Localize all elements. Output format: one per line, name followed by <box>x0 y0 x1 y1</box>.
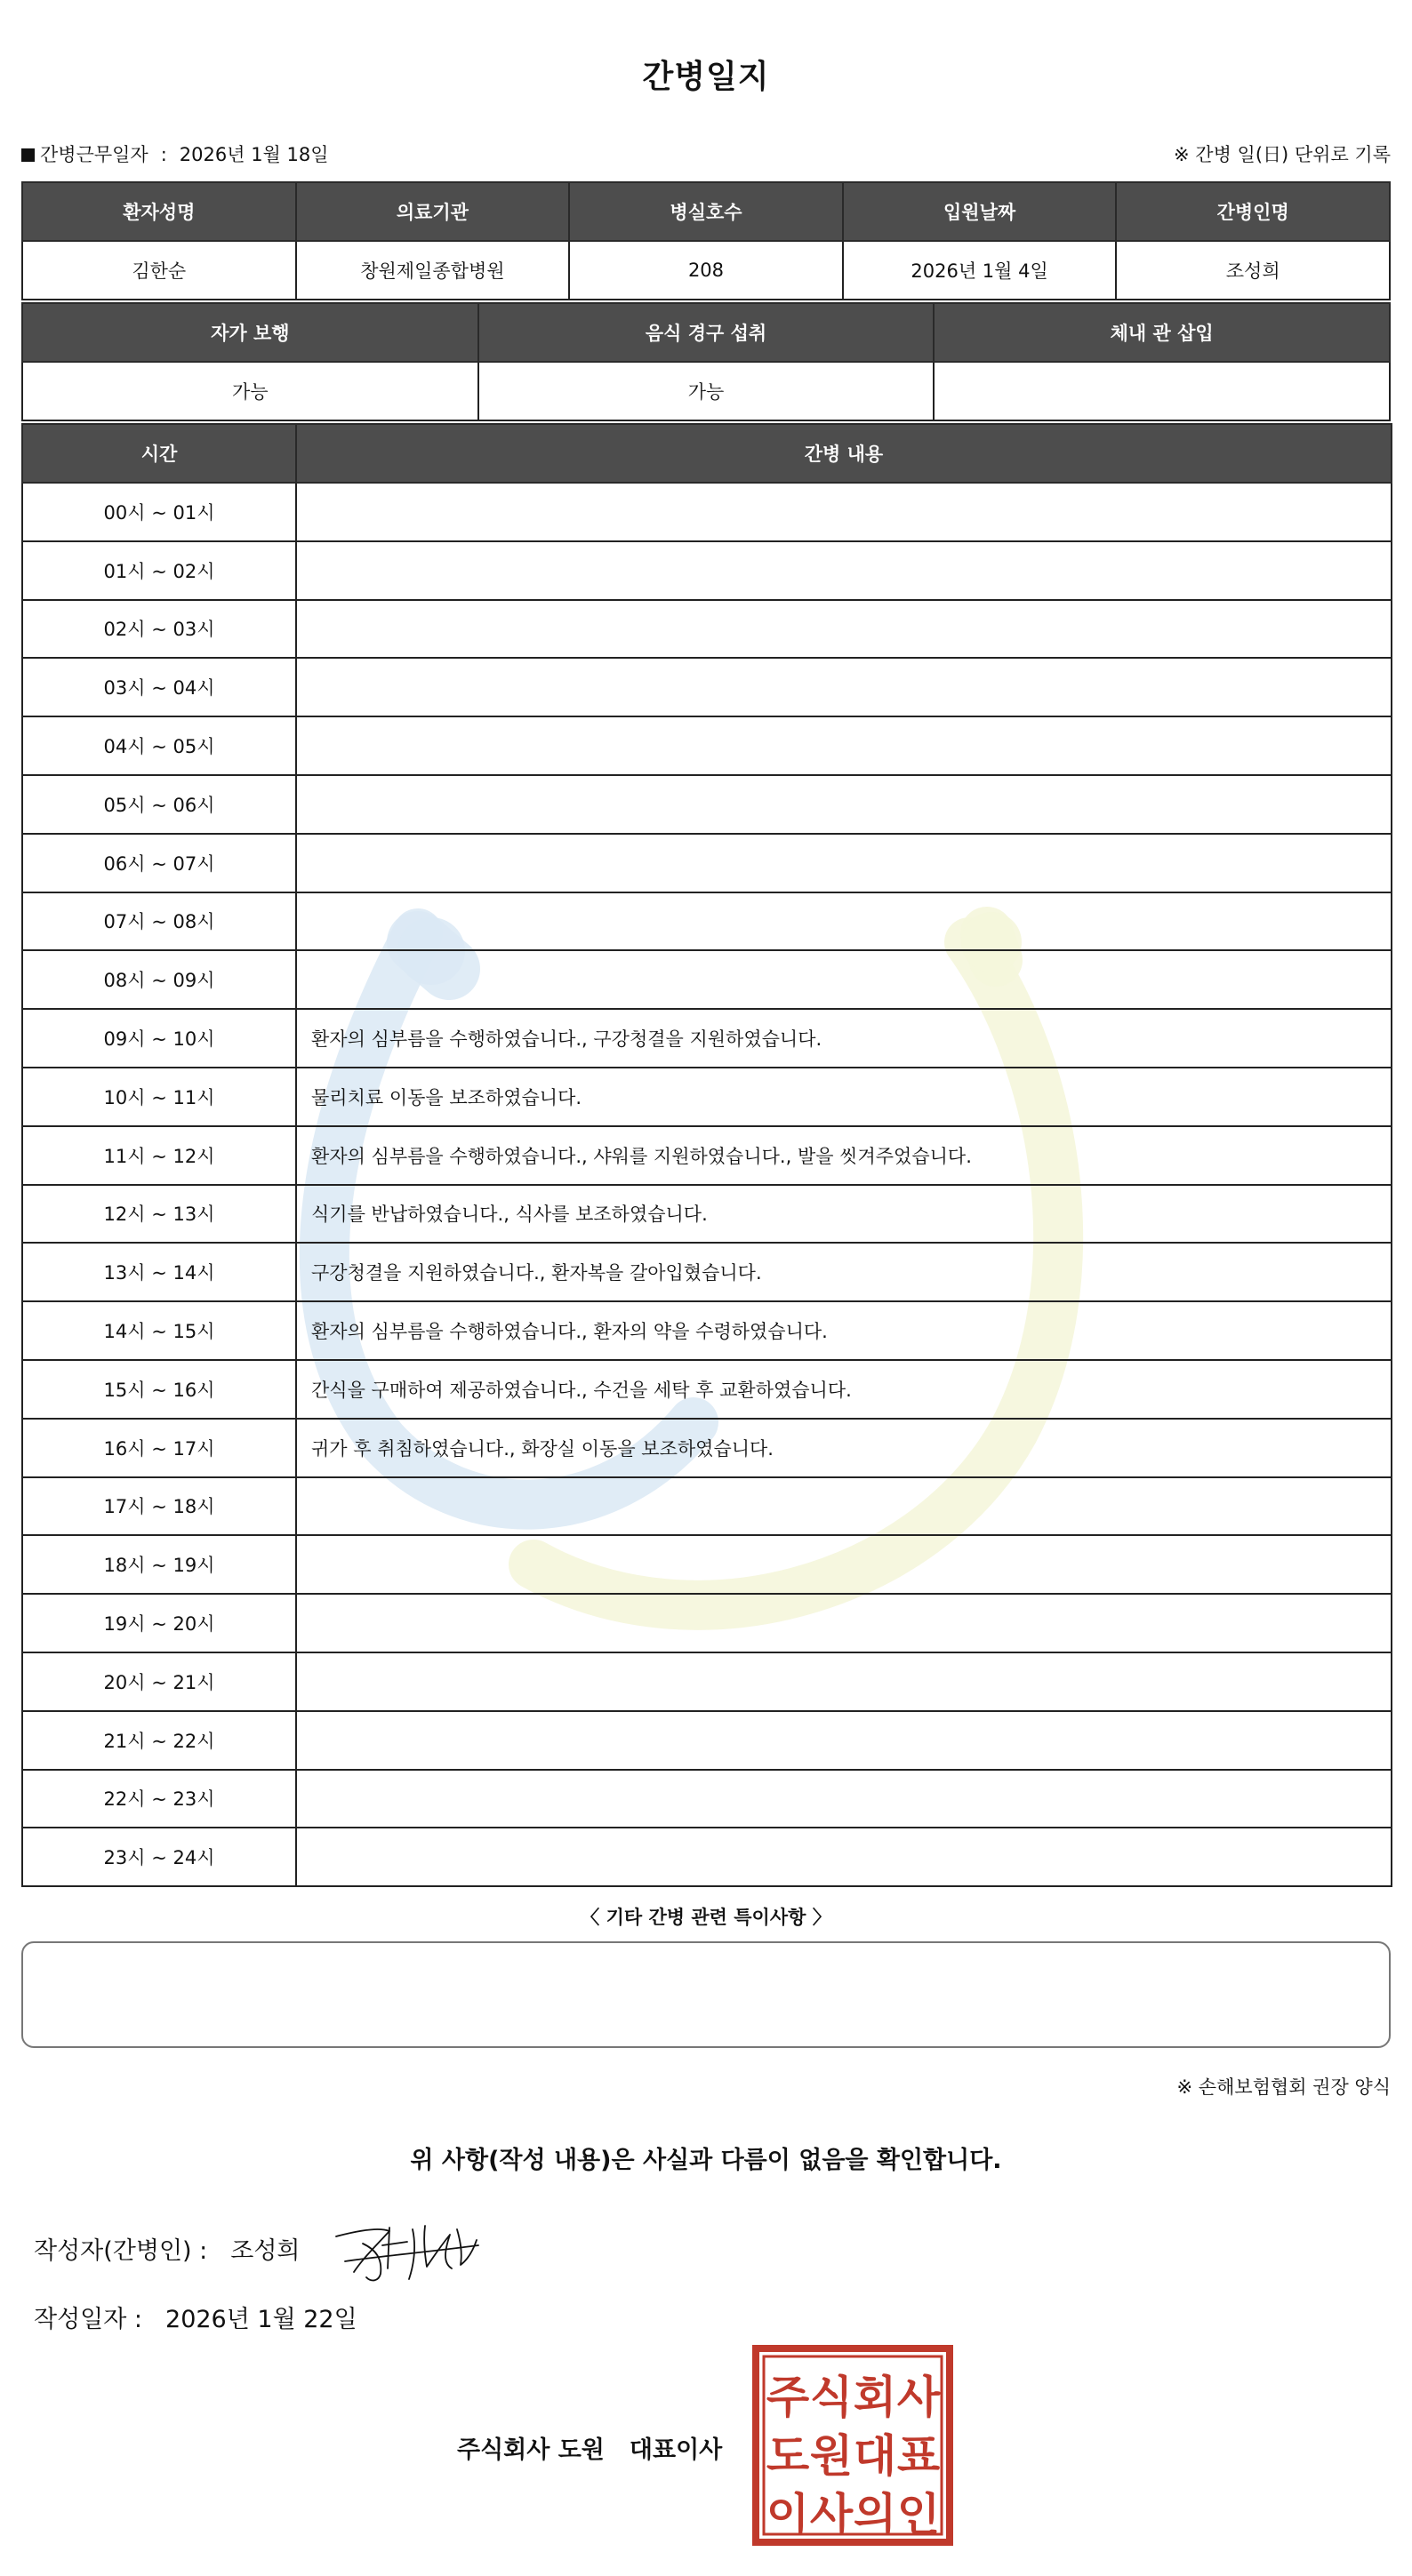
care-work-date <box>21 140 329 167</box>
seal-character: 사 <box>809 2489 854 2540</box>
care-log-content <box>296 950 1392 1009</box>
care-log-table <box>21 423 1392 1887</box>
mobility-value-row <box>22 362 1390 420</box>
value-admission-date: 2026년 1월 4일 <box>843 241 1117 300</box>
care-log-row <box>22 834 1392 892</box>
care-log-content: 귀가 후 취침하였습니다., 화장실 이동을 보조하였습니다. <box>296 1419 1392 1477</box>
header-care-content: 간병 내용 <box>296 424 1392 483</box>
care-log-row <box>22 1477 1392 1536</box>
care-log-row <box>22 541 1392 600</box>
writer-line <box>34 2231 301 2266</box>
seal-character: 이 <box>766 2489 810 2540</box>
header-tube-insertion: 체내 관 삽입 <box>934 303 1390 362</box>
header-caregiver-name: 간병인명 <box>1116 182 1390 241</box>
value-caregiver-name: 조성희 <box>1116 241 1390 300</box>
care-log-content: 환자의 심부름을 수행하였습니다., 구강청결을 지원하였습니다. <box>296 1009 1392 1068</box>
patient-info-value-row <box>22 241 1390 300</box>
document-title: 간병일지 <box>642 59 770 95</box>
care-log-content <box>296 775 1392 834</box>
seal-character: 도 <box>766 2430 810 2482</box>
care-log-time: 18시 ~ 19시 <box>22 1535 296 1594</box>
care-log-row <box>22 892 1392 951</box>
care-log-row <box>22 1126 1392 1185</box>
header-room-number: 병실호수 <box>569 182 843 241</box>
seal-character: 인 <box>896 2489 941 2540</box>
seal-character: 원 <box>809 2430 854 2482</box>
value-room-number: 208 <box>569 241 843 300</box>
care-log-time: 02시 ~ 03시 <box>22 600 296 659</box>
care-log-row <box>22 775 1392 834</box>
care-log-row <box>22 1068 1392 1126</box>
care-log-content: 물리치료 이동을 보조하였습니다. <box>296 1068 1392 1126</box>
care-log-row <box>22 1711 1392 1770</box>
value-medical-institution: 창원제일종합병원 <box>296 241 570 300</box>
remarks-box <box>21 1941 1391 2048</box>
care-log-content <box>296 892 1392 951</box>
handwritten-signature <box>327 2210 487 2290</box>
seal-character: 주 <box>766 2372 810 2423</box>
header-self-walking: 자가 보행 <box>22 303 478 362</box>
recommendation-note: ※ 손해보험협회 권장 양식 <box>1176 2076 1391 2098</box>
care-log-time: 23시 ~ 24시 <box>22 1828 296 1886</box>
care-log-content: 간식을 구매하여 제공하였습니다., 수건을 세탁 후 교환하였습니다. <box>296 1360 1392 1419</box>
care-log-content <box>296 600 1392 659</box>
seal-character: 의 <box>853 2489 897 2540</box>
care-log-row <box>22 658 1392 716</box>
care-log-time: 00시 ~ 01시 <box>22 483 296 541</box>
care-log-content <box>296 1652 1392 1711</box>
care-log-header-row <box>22 424 1392 483</box>
care-log-content <box>296 1770 1392 1828</box>
care-log-content <box>296 1594 1392 1652</box>
written-date-label: 작성일자 : <box>34 2306 143 2333</box>
care-log-time: 21시 ~ 22시 <box>22 1711 296 1770</box>
care-log-content <box>296 1535 1392 1594</box>
care-log-row <box>22 1009 1392 1068</box>
care-log-time: 14시 ~ 15시 <box>22 1301 296 1360</box>
mobility-header-row <box>22 303 1390 362</box>
value-tube-insertion <box>934 362 1390 420</box>
remarks-title: 〈 기타 간병 관련 특이사항 〉 <box>581 1907 831 1928</box>
seal-character: 표 <box>896 2430 941 2482</box>
patient-info-table <box>21 181 1391 300</box>
care-log-row <box>22 1419 1392 1477</box>
care-log-row <box>22 1185 1392 1244</box>
care-log-row <box>22 600 1392 659</box>
care-log-content <box>296 834 1392 892</box>
care-log-time: 05시 ~ 06시 <box>22 775 296 834</box>
care-log-row <box>22 1360 1392 1419</box>
mobility-table <box>21 302 1391 421</box>
care-log-time: 08시 ~ 09시 <box>22 950 296 1009</box>
care-log-row <box>22 1301 1392 1360</box>
header-admission-date: 입원날짜 <box>843 182 1117 241</box>
care-log-content <box>296 716 1392 775</box>
care-log-row <box>22 1652 1392 1711</box>
writer-label: 작성자(간병인) : <box>34 2237 208 2265</box>
seal-character: 사 <box>896 2372 941 2423</box>
seal-character: 대 <box>853 2430 897 2482</box>
care-work-date-value: 2026년 1월 18일 <box>179 144 329 165</box>
care-log-time: 13시 ~ 14시 <box>22 1243 296 1301</box>
care-log-content <box>296 541 1392 600</box>
patient-info-header-row <box>22 182 1390 241</box>
info-line <box>21 140 1391 167</box>
care-log-row <box>22 950 1392 1009</box>
company-representative: 대표이사 <box>629 2436 723 2464</box>
care-log-content <box>296 1711 1392 1770</box>
care-log-row <box>22 483 1392 541</box>
care-log-time: 10시 ~ 11시 <box>22 1068 296 1126</box>
care-log-content: 환자의 심부름을 수행하였습니다., 환자의 약을 수령하였습니다. <box>296 1301 1392 1360</box>
care-log-row <box>22 1828 1392 1886</box>
care-log-time: 15시 ~ 16시 <box>22 1360 296 1419</box>
care-log-row <box>22 1594 1392 1652</box>
confirmation-statement: 위 사항(작성 내용)은 사실과 다름이 없음을 확인합니다. <box>410 2147 1002 2174</box>
care-log-time: 17시 ~ 18시 <box>22 1477 296 1536</box>
company-seal <box>752 2345 953 2546</box>
writer-name: 조성희 <box>230 2237 301 2265</box>
care-log-time: 16시 ~ 17시 <box>22 1419 296 1477</box>
care-log-row <box>22 716 1392 775</box>
company-name: 주식회사 도원 <box>457 2436 605 2464</box>
care-log-content: 환자의 심부름을 수행하였습니다., 샤워를 지원하였습니다., 발을 씻겨주었습니다. <box>296 1126 1392 1185</box>
value-oral-intake: 가능 <box>478 362 935 420</box>
unit-note: ※ 간병 일(日) 단위로 기록 <box>1174 144 1391 165</box>
care-work-date-separator: : <box>160 144 167 165</box>
header-patient-name: 환자성명 <box>22 182 296 241</box>
care-log-time: 04시 ~ 05시 <box>22 716 296 775</box>
care-log-time: 19시 ~ 20시 <box>22 1594 296 1652</box>
care-log-row <box>22 1535 1392 1594</box>
company-line <box>457 2430 722 2465</box>
care-log-content: 구강청결을 지원하였습니다., 환자복을 갈아입혔습니다. <box>296 1243 1392 1301</box>
header-time: 시간 <box>22 424 296 483</box>
seal-character: 식 <box>809 2372 854 2423</box>
care-log-content <box>296 483 1392 541</box>
care-log-time: 06시 ~ 07시 <box>22 834 296 892</box>
care-log-content <box>296 1477 1392 1536</box>
care-log-time: 07시 ~ 08시 <box>22 892 296 951</box>
care-log-row <box>22 1243 1392 1301</box>
care-work-date-label: 간병근무일자 <box>40 144 148 165</box>
care-log-time: 03시 ~ 04시 <box>22 658 296 716</box>
written-date-value: 2026년 1월 22일 <box>165 2306 357 2333</box>
care-log-time: 01시 ~ 02시 <box>22 541 296 600</box>
square-bullet-icon <box>21 148 35 162</box>
value-self-walking: 가능 <box>22 362 478 420</box>
care-log-time: 11시 ~ 12시 <box>22 1126 296 1185</box>
seal-character: 회 <box>853 2372 897 2423</box>
header-medical-institution: 의료기관 <box>296 182 570 241</box>
header-oral-intake: 음식 경구 섭취 <box>478 303 935 362</box>
written-date-line <box>34 2300 357 2334</box>
care-log-content: 식기를 반납하였습니다., 식사를 보조하였습니다. <box>296 1185 1392 1244</box>
value-patient-name: 김한순 <box>22 241 296 300</box>
care-log-time: 20시 ~ 21시 <box>22 1652 296 1711</box>
care-log-content <box>296 658 1392 716</box>
care-log-body <box>22 483 1392 1886</box>
care-log-time: 22시 ~ 23시 <box>22 1770 296 1828</box>
care-log-time: 12시 ~ 13시 <box>22 1185 296 1244</box>
care-log-time: 09시 ~ 10시 <box>22 1009 296 1068</box>
care-log-row <box>22 1770 1392 1828</box>
care-log-content <box>296 1828 1392 1886</box>
